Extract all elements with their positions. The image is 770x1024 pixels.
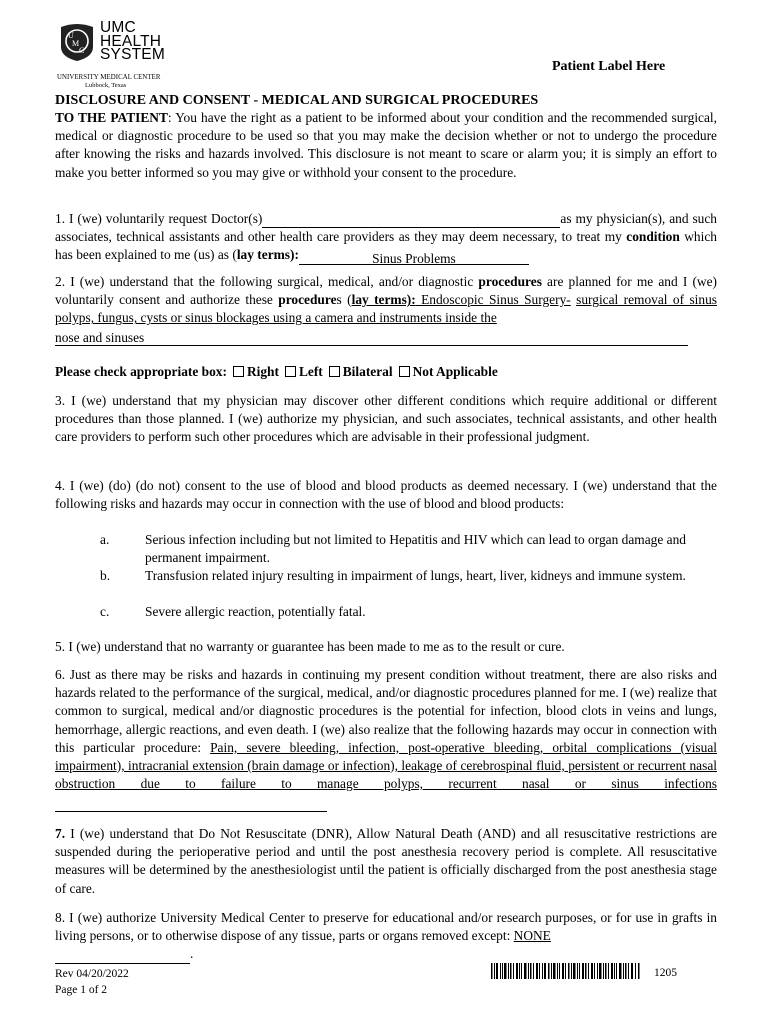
item-8 <box>55 909 717 964</box>
logo-location: Lubbock, Texas <box>85 82 127 89</box>
logo-subtitle: UNIVERSITY MEDICAL CENTER <box>57 74 161 81</box>
option-right: Right <box>246 364 279 379</box>
item-2 <box>55 273 717 346</box>
barcode <box>491 963 641 979</box>
item-2-procedures: procedures <box>478 274 542 289</box>
list-item-c: Severe allergic reaction, potentially fatal. <box>145 604 366 619</box>
logo-line-2: HEALTH <box>100 32 162 50</box>
list-item-b: Transfusion related injury resulting in impairment of lungs, heart, liver, kidneys and immune system. <box>145 568 686 583</box>
item-1-condition: condition <box>626 229 680 245</box>
form-code: 1205 <box>654 967 677 979</box>
doctor-name-field[interactable] <box>262 213 560 228</box>
procedure-value-3: nose and sinuses <box>55 329 145 345</box>
revision-date: Rev 04/20/2022 <box>55 968 129 980</box>
item-6 <box>55 666 717 812</box>
item-7-number: 7. <box>55 826 66 841</box>
item-5: 5. I (we) understand that no warranty or guarantee has been made to me as to the result or cure. <box>55 639 565 654</box>
item-2-text-b: are planned for me and I (we) voluntarily consent and authorize these <box>55 274 717 308</box>
item-1-text-a: 1. I (we) voluntarily request Doctor(s) <box>55 211 263 226</box>
svg-text:U: U <box>68 31 74 40</box>
hazards-field-line[interactable] <box>55 799 327 812</box>
intro-text: : You have the right as a patient to be informed about your condition and the recommended surgical, medical or diagnostic procedure to be used so that you may make the decision whether or not to undergo the procedure after knowing the risks and hazards involved. This disclosure is not meant to scare or alarm you; it is simply an effort to make you better informed so you may give or withhold your consent to the procedure. <box>55 110 717 180</box>
hazards-value[interactable]: Pain, severe bleeding, infection, post-operative bleeding, orbital complications (visual impairment), intracranial extension (brain damage or infection), leakage of cerebrospinal fluid, persistent or recurrent nasal obstruction due to failure to manage polyps, recurrent nasal or sinus infections <box>55 739 717 792</box>
item-1-text-c: which has been explained to me (us) as ( <box>55 229 717 263</box>
tissue-exception-value[interactable]: NONE <box>513 928 551 944</box>
item-3: 3. I (we) understand that my physician may discover other different conditions which require additional or different procedures than those planned. I (we) authorize my physician, and such associates, technical assistants, and other health care providers to perform such other procedures which are advisable in their professional judgment. <box>55 393 717 445</box>
list-label-b: b. <box>100 568 111 583</box>
option-not-applicable: Not Applicable <box>412 364 498 379</box>
patient-label-placeholder: Patient Label Here <box>552 59 666 74</box>
procedure-field-line[interactable] <box>55 329 688 346</box>
page-number: Page 1 of 2 <box>55 984 108 996</box>
tissue-exception-line[interactable] <box>55 951 190 964</box>
checkbox-left[interactable] <box>285 366 296 377</box>
procedure-value-2[interactable]: surgical removal of sinus polyps, fungus, cysts or sinus blockages using a camera and instruments inside the <box>55 292 717 326</box>
item-2-s: s ( <box>336 292 352 308</box>
logo-wordmark <box>100 21 165 62</box>
svg-text:M: M <box>72 39 80 48</box>
item-2-procedure: procedure <box>278 292 337 308</box>
intro-paragraph <box>55 109 717 182</box>
logo-line-3: SYSTEM <box>100 46 165 63</box>
item-6-text: 6. Just as there may be risks and hazards in continuing my present condition without treatment, there are also risks and hazards related to the performance of the surgical, medical, and/or diagnostic procedures planned for me. I (we) realize that common to surgical, medical and/or diagnostic procedures is the potential for infection, blood clots in veins and lungs, hemorrhage, allergic reactions, and even death. I (we) also realize that the following hazards may occur in connection with this particular procedure: <box>55 667 717 755</box>
item-2-text-a: 2. I (we) understand that the following surgical, medical, and/or diagnostic <box>55 274 479 289</box>
list-label-c: c. <box>100 604 110 619</box>
option-left: Left <box>298 364 323 379</box>
item-4: 4. I (we) (do) (do not) consent to the use of blood and blood products as deemed necessary. I (we) understand that the following risks and hazards may occur in connection with the use of blood and blood products: <box>55 478 717 512</box>
item-8-text: 8. I (we) authorize University Medical Center to preserve for educational and/or research purposes, or for use in grafts in living persons, or to otherwise dispose of any tissue, parts or organs removed except: <box>55 910 717 944</box>
item-1-text-b: as my physician(s), and such associates, technical assistants and other health care providers as they may deem necessary, to treat my <box>55 211 717 245</box>
item-2-lay-terms: lay terms): <box>351 292 416 308</box>
checkbox-right[interactable] <box>233 366 244 377</box>
procedure-value-1[interactable]: Endoscopic Sinus Surgery- <box>415 292 571 308</box>
checkbox-not-applicable[interactable] <box>399 366 410 377</box>
logo-line-1: UMC <box>100 19 136 36</box>
item-1-lay-terms: lay terms): <box>236 247 299 263</box>
item-8-end: . <box>190 946 194 962</box>
item-7-text: I (we) understand that Do Not Resuscitate (DNR), Allow Natural Death (AND) and all resuscitative restrictions are suspended during the perioperative period and until the post anesthesia recovery period is complete. All resuscitative measures will be determined by the anesthesiologist until the patient is officially discharged from the post anesthesia stage of care. <box>55 826 717 896</box>
svg-text:C: C <box>79 46 85 55</box>
side-check-label: Please check appropriate box: <box>55 364 227 379</box>
list-item-a: Serious infection including but not limited to Hepatitis and HIV which can lead to organ damage and permanent impairment. <box>145 532 686 566</box>
condition-field[interactable] <box>299 250 529 265</box>
document-title: DISCLOSURE AND CONSENT - MEDICAL AND SURGICAL PROCEDURES <box>55 93 539 108</box>
item-1 <box>55 210 717 265</box>
umc-logo-mark <box>57 21 97 61</box>
checkbox-bilateral[interactable] <box>329 366 340 377</box>
option-bilateral: Bilateral <box>342 364 393 379</box>
item-7 <box>55 825 717 898</box>
list-label-a: a. <box>100 532 110 547</box>
side-check-row <box>55 363 498 381</box>
condition-value: Sinus Problems <box>372 250 456 266</box>
intro-lead: TO THE PATIENT <box>55 110 168 125</box>
